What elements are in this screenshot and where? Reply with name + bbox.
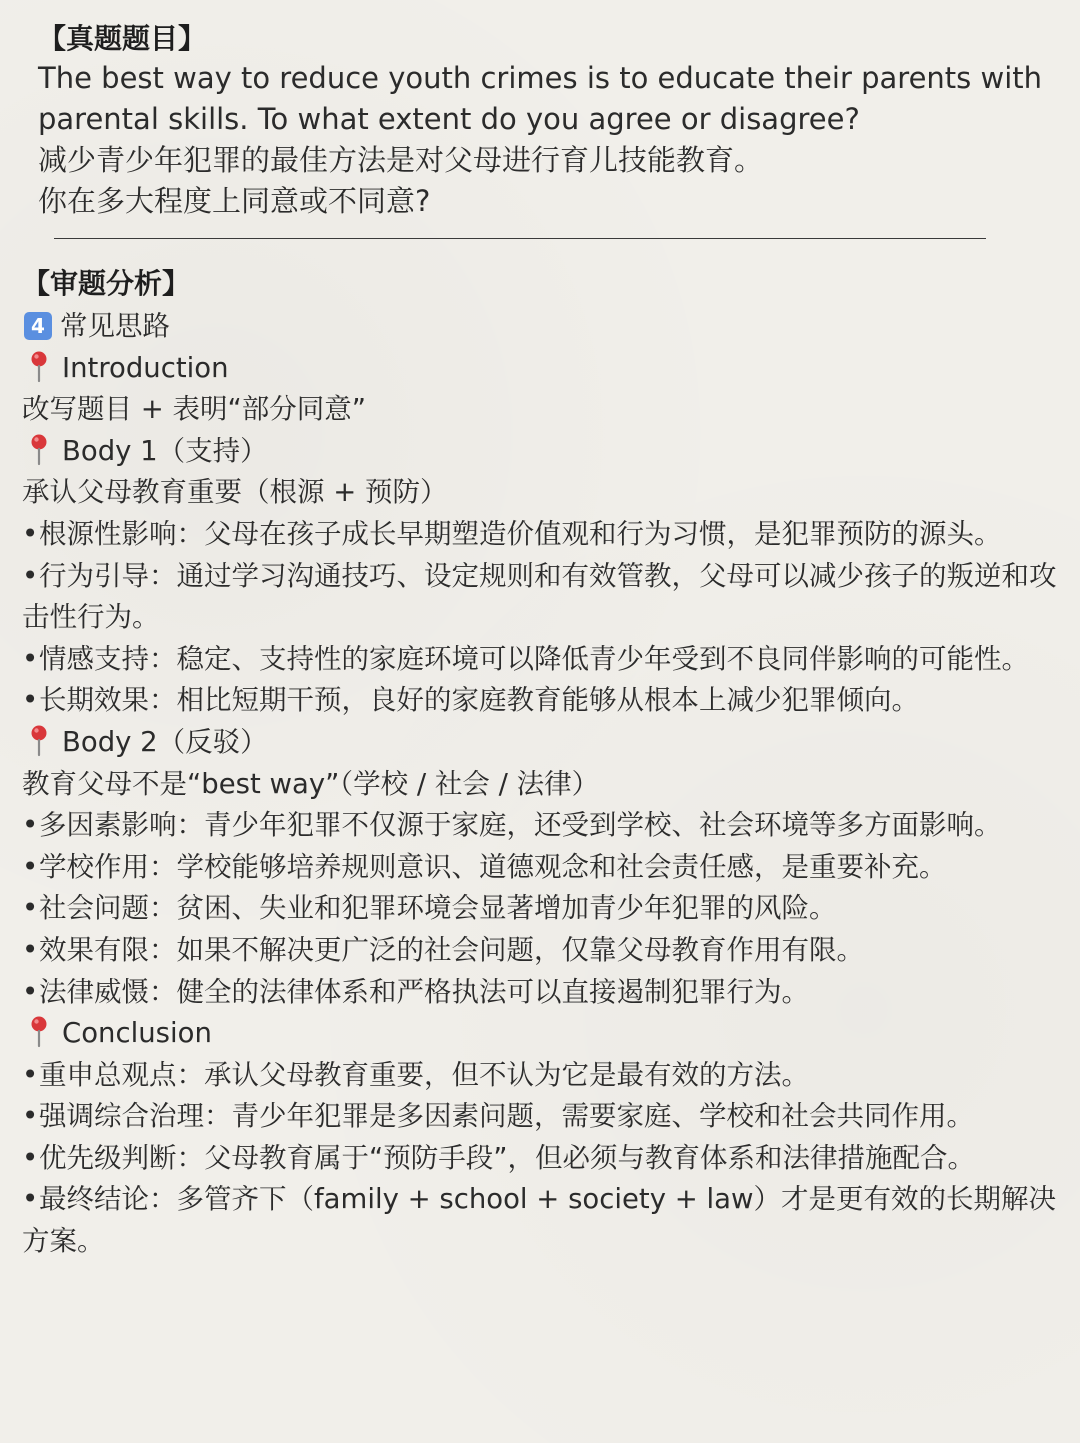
approach-label: 常见思路 bbox=[60, 310, 170, 342]
round-pushpin-icon bbox=[26, 432, 52, 466]
approach-line bbox=[22, 306, 1062, 348]
round-pushpin-icon bbox=[26, 349, 52, 383]
bullet-text: 优先级判断：父母教育属于“预防手段”，但必须与教育体系和法律措施配合。 bbox=[39, 1141, 975, 1174]
section-divider bbox=[54, 238, 986, 239]
bullet-dot: • bbox=[22, 1183, 39, 1216]
question-text bbox=[38, 58, 1048, 222]
list-item bbox=[22, 680, 1060, 722]
question-heading: 【真题题目】 bbox=[38, 22, 207, 55]
bullet-text: 根源性影响：父母在孩子成长早期塑造价值观和行为习惯，是犯罪预防的源头。 bbox=[39, 517, 1002, 550]
bullet-text: 多因素影响：青少年犯罪不仅源于家庭，还受到学校、社会环境等多方面影响。 bbox=[39, 809, 1002, 842]
introduction-summary: 改写题目 + 表明“部分同意” bbox=[22, 393, 367, 426]
bullet-dot: • bbox=[22, 1141, 39, 1174]
conclusion-title-line bbox=[22, 1013, 1062, 1055]
introduction-title: Introduction bbox=[62, 351, 229, 384]
round-pushpin-icon bbox=[26, 1014, 52, 1048]
body1-summary: 承认父母教育重要（根源 + 预防） bbox=[22, 476, 448, 509]
bullet-dot: • bbox=[22, 684, 39, 717]
body2-summary: 教育父母不是“best way”（学校 / 社会 / 法律） bbox=[22, 767, 600, 800]
bullet-text: 长期效果：相比短期干预，良好的家庭教育能够从根本上减少犯罪倾向。 bbox=[39, 684, 919, 717]
bullet-dot: • bbox=[22, 1100, 39, 1133]
bullet-text: 行为引导：通过学习沟通技巧、设定规则和有效管教，父母可以减少孩子的叛逆和攻击性行为。 bbox=[22, 559, 1057, 634]
introduction-title-line bbox=[22, 348, 1062, 390]
list-item bbox=[22, 1055, 1060, 1097]
bullet-text: 重申总观点：承认父母教育重要，但不认为它是最有效的方法。 bbox=[39, 1058, 809, 1091]
bullet-dot: • bbox=[22, 809, 39, 842]
list-item bbox=[22, 888, 1060, 930]
list-item bbox=[22, 1096, 1060, 1138]
question-line: 减少青少年犯罪的最佳方法是对父母进行育儿技能教育。 bbox=[38, 143, 764, 177]
question-line: 你在多大程度上同意或不同意? bbox=[38, 184, 431, 218]
body1-title: Body 1（支持） bbox=[62, 434, 268, 467]
bullet-dot: • bbox=[22, 517, 39, 550]
list-item bbox=[22, 514, 1060, 556]
conclusion-title: Conclusion bbox=[62, 1017, 212, 1050]
bullet-dot: • bbox=[22, 559, 39, 592]
analysis-section bbox=[22, 265, 1062, 1263]
list-item bbox=[22, 972, 1060, 1014]
keycap-4-icon: 4 bbox=[24, 312, 52, 340]
bullet-dot: • bbox=[22, 642, 39, 675]
bullet-dot: • bbox=[22, 1058, 39, 1091]
bullet-text: 最终结论：多管齐下（family + school + society + law）才是更有效的长期解决方案。 bbox=[22, 1183, 1056, 1258]
body2-title: Body 2（反驳） bbox=[62, 725, 268, 758]
analysis-heading: 【审题分析】 bbox=[22, 267, 191, 300]
bullet-text: 法律威慑：健全的法律体系和严格执法可以直接遏制犯罪行为。 bbox=[39, 975, 809, 1008]
question-line: The best way to reduce youth crimes is to educate their parents with bbox=[38, 61, 1043, 95]
bullet-text: 情感支持：稳定、支持性的家庭环境可以降低青少年受到不良同伴影响的可能性。 bbox=[39, 642, 1029, 675]
question-line: parental skills. To what extent do you agree or disagree? bbox=[38, 102, 860, 136]
bullet-dot: • bbox=[22, 933, 39, 966]
list-item bbox=[22, 1179, 1060, 1262]
bullet-text: 社会问题：贫困、失业和犯罪环境会显著增加青少年犯罪的风险。 bbox=[39, 892, 837, 925]
bullet-text: 强调综合治理：青少年犯罪是多因素问题，需要家庭、学校和社会共同作用。 bbox=[39, 1100, 974, 1133]
round-pushpin-icon bbox=[26, 723, 52, 757]
bullet-text: 学校作用：学校能够培养规则意识、道德观念和社会责任感，是重要补充。 bbox=[39, 850, 947, 883]
body1-title-line bbox=[22, 431, 1062, 473]
list-item bbox=[22, 805, 1060, 847]
list-item bbox=[22, 930, 1060, 972]
list-item bbox=[22, 1138, 1060, 1180]
list-item bbox=[22, 847, 1060, 889]
body2-title-line bbox=[22, 722, 1062, 764]
bullet-dot: • bbox=[22, 892, 39, 925]
list-item bbox=[22, 639, 1060, 681]
list-item bbox=[22, 556, 1060, 639]
bullet-dot: • bbox=[22, 975, 39, 1008]
bullet-dot: • bbox=[22, 850, 39, 883]
bullet-text: 效果有限：如果不解决更广泛的社会问题，仅靠父母教育作用有限。 bbox=[39, 933, 864, 966]
